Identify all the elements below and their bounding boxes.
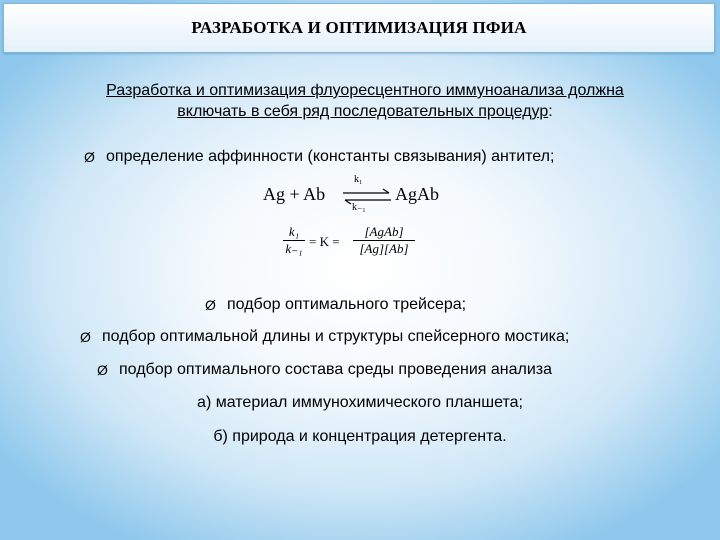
equals-k-text: = K = (309, 234, 340, 249)
item-tracer-text: подбор оптимального трейсера; (227, 296, 467, 313)
intro-colon: : (548, 103, 553, 120)
sub-item-a: а) материал иммунохимического планшета; (197, 394, 523, 411)
item-medium-text: подбор оптимального состава среды проведения анализа (119, 361, 553, 378)
eq-reactants: Ag + Ab (263, 184, 326, 204)
equilibrium-arrows-icon (341, 188, 393, 206)
list-item-spacer (80, 328, 569, 346)
equilibrium-constant-equation (283, 222, 423, 266)
item-spacer-text: подбор оптимальной длины и структуры спейсерного мостика; (102, 328, 570, 345)
equilibrium-equation (263, 174, 443, 216)
list-item-tracer (205, 296, 466, 314)
intro-text (60, 80, 670, 122)
eq-k-reverse: k₋₁ (352, 202, 366, 213)
fraction-k-minus-1: k₋₁ (285, 241, 303, 256)
fraction-ag-ab: [Ag][Ab] (359, 241, 409, 256)
list-item-affinity (84, 148, 554, 166)
bullet-arrow-icon: Ø (80, 329, 91, 345)
slide-title: РАЗРАБОТКА И ОПТИМИЗАЦИЯ ПФИА (191, 18, 527, 37)
intro-line-1: Разработка и оптимизация флуоресцентного иммуноанализа должна (106, 82, 624, 99)
sub-item-b: б) природа и концентрация детергента. (213, 428, 507, 445)
bullet-arrow-icon: Ø (205, 297, 216, 313)
item-affinity-text: определение аффинности (константы связывания) антител; (106, 148, 555, 165)
intro-line-2: включать в себя ряд последовательных процедур (177, 103, 549, 120)
list-item-medium (97, 361, 552, 379)
rate-constant-fraction (283, 224, 305, 257)
eq-product: AgAb (395, 184, 439, 204)
bullet-arrow-icon: Ø (97, 362, 108, 378)
bullet-arrow-icon: Ø (84, 149, 95, 165)
slide-title-bar (3, 3, 715, 53)
eq-k-forward: k₁ (354, 174, 363, 185)
concentration-fraction (353, 224, 415, 257)
fraction-k1: k₁ (283, 224, 305, 241)
fraction-agab: [AgAb] (353, 224, 415, 241)
